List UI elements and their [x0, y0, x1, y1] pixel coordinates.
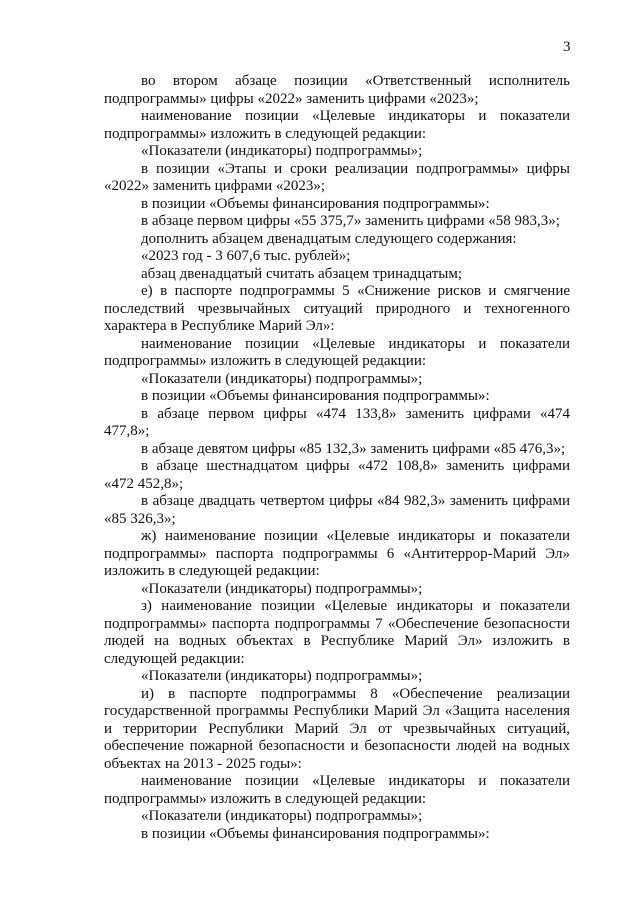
- paragraph-5: в позиции «Объемы финансирования подпрограммы»:: [141, 195, 490, 212]
- paragraph-4: в позиции «Этапы и сроки реализации подпрограммы» цифры «2022» заменить цифрами «2023»;: [104, 160, 570, 194]
- paragraph-9: абзац двенадцатый считать абзацем тринадцатым;: [141, 265, 463, 282]
- paragraph-18: ж) наименование позиции «Целевые индикаторы и показатели подпрограммы» паспорта подпрограммы 6 «Антитеррор-Марий Эл» изложить в следующей редакции:: [104, 528, 570, 579]
- paragraph-11: наименование позиции «Целевые индикаторы и показатели подпрограммы» изложить в следующей редакции:: [104, 335, 570, 369]
- paragraph-3: «Показатели (индикаторы) подпрограммы»;: [141, 143, 423, 159]
- paragraph-14: в абзаце первом цифры «474 133,8» заменить цифрами «474 477,8»;: [104, 405, 570, 439]
- paragraph-22: и) в паспорте подпрограммы 8 «Обеспечение реализации государственной программы Республики Марий Эл «Защита населения и территории Республики Марий Эл от чрезвычайных ситуаций, обеспечение пожарной безопасности и безопасности людей на водных объектах на 2013 - 2025 годы»:: [104, 685, 570, 772]
- paragraph-24: «Показатели (индикаторы) подпрограммы»;: [141, 808, 423, 824]
- paragraph-15: в абзаце девятом цифры «85 132,3» заменить цифрами «85 476,3»;: [141, 440, 566, 457]
- paragraph-21: «Показатели (индикаторы) подпрограммы»;: [141, 668, 423, 684]
- paragraph-12: «Показатели (индикаторы) подпрограммы»;: [141, 370, 423, 387]
- paragraph-17: в абзаце двадцать четвертом цифры «84 982,3» заменить цифрами «85 326,3»;: [104, 493, 570, 527]
- paragraph-6: в абзаце первом цифры «55 375,7» заменить цифрами «58 983,3»;: [141, 213, 560, 229]
- paragraph-13: в позиции «Объемы финансирования подпрограммы»:: [141, 388, 490, 404]
- paragraph-20: з) наименование позиции «Целевые индикаторы и показатели подпрограммы» паспорта подпрограммы 7 «Обеспечение безопасности людей на водных объектах в Республике Марий Эл» изложить в следующей редакции:: [104, 598, 570, 667]
- paragraph-16: в абзаце шестнадцатом цифры «472 108,8» заменить цифрами «472 452,8»;: [104, 458, 570, 492]
- paragraph-10: е) в паспорте подпрограммы 5 «Снижение рисков и смягчение последствий чрезвычайных ситуаций природного и техногенного характера в Республике Марий Эл»:: [104, 283, 570, 334]
- paragraph-23: наименование позиции «Целевые индикаторы и показатели подпрограммы» изложить в следующей редакции:: [104, 773, 570, 807]
- paragraph-7: дополнить абзацем двенадцатым следующего содержания:: [141, 230, 517, 247]
- document-body: [104, 73, 570, 843]
- paragraph-1: во втором абзаце позиции «Ответственный исполнитель подпрограммы» цифры «2022» заменить цифрами «2023»;: [104, 73, 570, 107]
- page-number: 3: [563, 39, 571, 55]
- paragraph-25: в позиции «Объемы финансирования подпрограммы»:: [141, 825, 490, 842]
- paragraph-19: «Показатели (индикаторы) подпрограммы»;: [141, 580, 423, 597]
- paragraph-2: наименование позиции «Целевые индикаторы и показатели подпрограммы» изложить в следующей редакции:: [104, 108, 570, 142]
- paragraph-8: «2023 год - 3 607,6 тыс. рублей»;: [141, 248, 351, 264]
